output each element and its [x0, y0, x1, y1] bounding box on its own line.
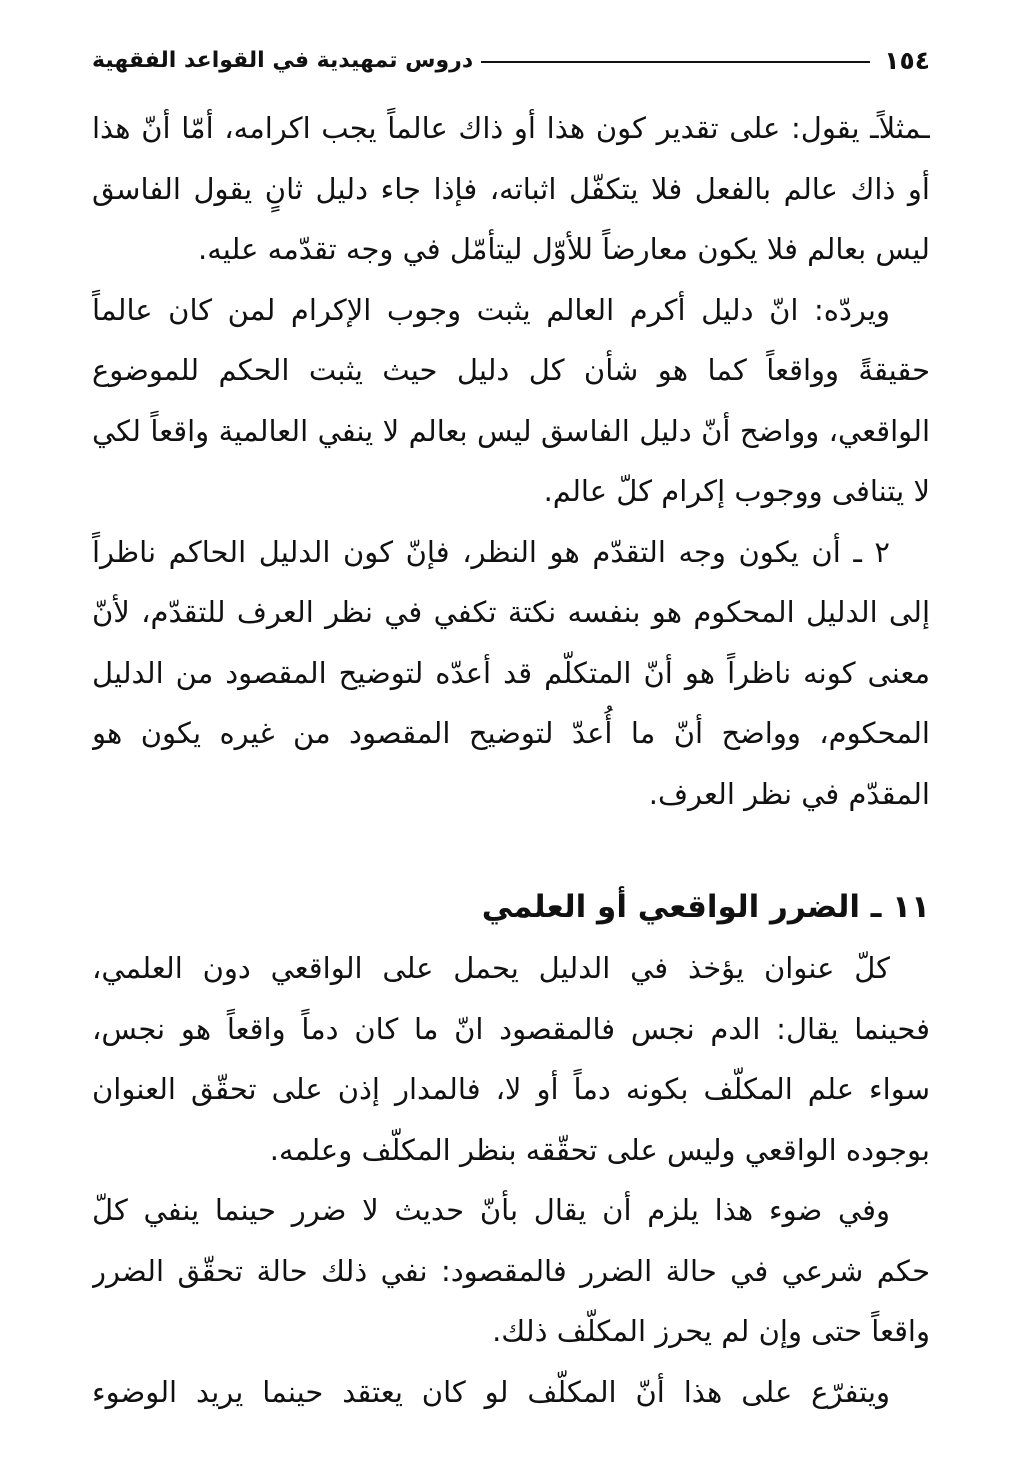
- body-text: [92, 98, 930, 1422]
- section-heading: ١١ ـ الضرر الواقعي أو العلمي: [481, 889, 930, 925]
- text-line: معنى كونه ناظراً هو أنّ المتكلّم قد أعدّه لتوضيح المقصود من الدليل: [92, 655, 930, 690]
- text-line: المحكوم، وواضح أنّ ما أُعدّ لتوضيح المقصود من غيره يكون هو: [92, 716, 930, 750]
- text-line: إلى الدليل المحكوم هو بنفسه نكتة تكفي في نظر العرف للتقدّم، لأنّ: [92, 595, 930, 629]
- paragraph-rebuttal: [92, 280, 930, 522]
- text-line: ويتفرّع على هذا أنّ المكلّف لو كان يعتقد حينما يريد الوضوء: [92, 1374, 890, 1409]
- text-line: حكم شرعي في حالة الضرر فالمقصود: نفي ذلك حالة تحقّق الضرر: [92, 1253, 930, 1288]
- text-line: كلّ عنوان يؤخذ في الدليل يحمل على الواقعي دون العلمي،: [92, 951, 890, 985]
- text-line: ٢ ـ أن يكون وجه التقدّم هو النظر، فإنّ كون الدليل الحاكم ناظراً: [92, 534, 890, 569]
- section-spacer: [92, 824, 930, 876]
- text-line: ليس بعالم فلا يكون معارضاً للأوّل ليتأمّل في وجه تقدّمه عليه.: [198, 232, 930, 266]
- book-title: دروس تمهيدية في القواعد الفقهية: [92, 47, 474, 73]
- text-line: ـمثلاًـ يقول: على تقدير كون هذا أو ذاك عالماً يجب اكرامه، أمّا أنّ هذا: [92, 111, 930, 145]
- paragraph-consequence: [92, 1362, 930, 1423]
- text-line: فحينما يقال: الدم نجس فالمقصود انّ ما كان دماً واقعاً هو نجس،: [92, 1011, 930, 1046]
- text-line: المقدّم في نظر العرف.: [648, 776, 930, 811]
- paragraph-section-intro: [92, 938, 930, 1180]
- text-line: الواقعي، وواضح أنّ دليل الفاسق ليس بعالم لا ينفي العالمية واقعاً لكي: [92, 413, 930, 448]
- text-line: وفي ضوء هذا يلزم أن يقال بأنّ حديث لا ضرر حينما ينفي كلّ: [92, 1193, 890, 1227]
- text-line: أو ذاك عالم بالفعل فلا يتكفّل اثباته، فإذا جاء دليل ثانٍ يقول الفاسق: [92, 171, 930, 206]
- page-number: ١٥٤: [884, 45, 930, 75]
- paragraph-continuation: [92, 98, 930, 280]
- paragraph-la-darar: [92, 1180, 930, 1362]
- paragraph-point-2: [92, 522, 930, 825]
- text-line: ويردّه: انّ دليل أكرم العالم يثبت وجوب الإكرام لمن كان عالماً: [92, 292, 890, 327]
- running-header: [92, 40, 930, 80]
- book-page: [92, 40, 930, 1422]
- text-line: بوجوده الواقعي وليس على تحقّقه بنظر المكلّف وعلمه.: [269, 1132, 930, 1167]
- text-line: حقيقةً وواقعاً كما هو شأن كل دليل حيث يثبت الحكم للموضوع: [92, 353, 930, 387]
- header-rule: [481, 61, 870, 63]
- text-line: واقعاً حتى وإن لم يحرز المكلّف ذلك.: [492, 1314, 930, 1348]
- text-line: سواء علم المكلّف بكونه دماً أو لا، فالمدار إذن على تحقّق العنوان: [92, 1072, 930, 1106]
- text-line: لا يتنافى ووجوب إكرام كلّ عالم.: [543, 474, 930, 508]
